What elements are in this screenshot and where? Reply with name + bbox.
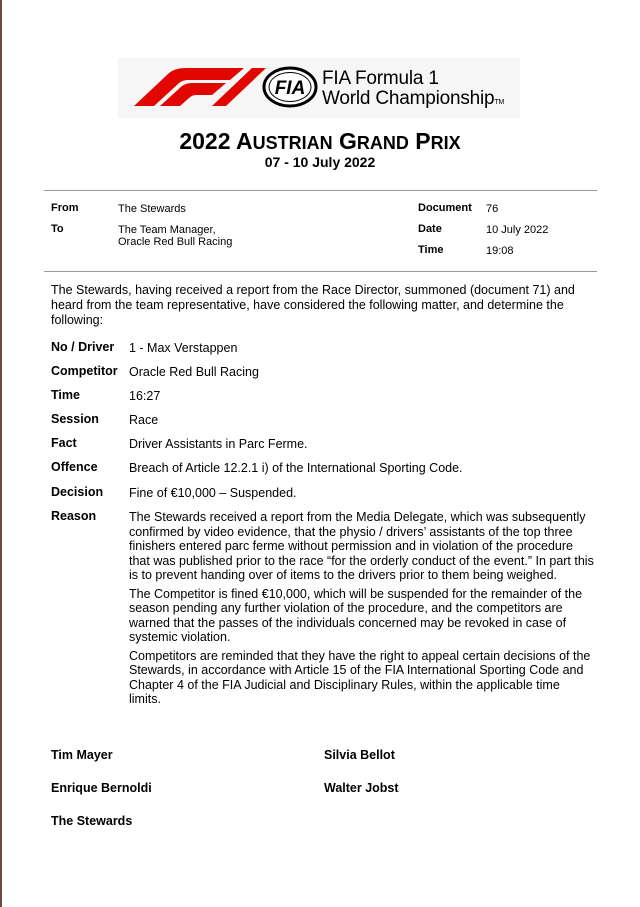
fact-value: Driver Assistants in Parc Ferme. — [129, 437, 308, 451]
incident-time-label: Time — [51, 388, 80, 402]
to-line-1: The Team Manager, — [118, 224, 216, 236]
from-value: The Stewards — [118, 203, 186, 215]
header-top-rule — [44, 190, 597, 191]
driver-value: 1 - Max Verstappen — [129, 341, 238, 355]
to-line-2: Oracle Red Bull Racing — [118, 236, 233, 248]
f1-logo-icon — [134, 64, 320, 112]
event-dates: 07 - 10 July 2022 — [264, 154, 376, 170]
to-value — [118, 224, 232, 248]
event-title: 2022 AUSTRIAN GRAND PRIX — [179, 128, 461, 154]
date-label: Date — [418, 223, 442, 235]
date-value: 10 July 2022 — [486, 224, 549, 236]
from-label: From — [51, 202, 79, 214]
steward-signature-1: Tim Mayer — [51, 748, 113, 762]
offence-label: Offence — [51, 460, 98, 474]
f1-fia-logo — [118, 58, 520, 118]
steward-signature-3: Enrique Bernoldi — [51, 781, 152, 795]
competitor-value: Oracle Red Bull Racing — [129, 365, 259, 379]
time-value: 19:08 — [486, 245, 514, 257]
decision-value: Fine of €10,000 – Suspended. — [129, 486, 297, 500]
championship-name — [322, 69, 504, 113]
logo-line-2: World Championship — [322, 88, 495, 109]
incident-time-value: 16:27 — [129, 389, 161, 403]
intro-paragraph: The Stewards, having received a report from the Race Director, summoned (document 71) and heard from the team representative, have considered the following matter, and determine the following: — [51, 283, 575, 327]
to-label: To — [51, 223, 64, 235]
steward-signature-4: Walter Jobst — [324, 781, 399, 795]
time-label: Time — [418, 244, 444, 256]
reason-text — [129, 510, 594, 711]
session-value: Race — [129, 413, 159, 427]
document-label: Document — [418, 202, 472, 214]
reason-paragraph-2: The Competitor is fined €10,000, which will be suspended for the remainder of the season pending any further violation of the procedure, and the competitors are warned that the passes of the individuals concerned may be revoked in case of systemic violation. — [129, 586, 583, 644]
stewards-closing: The Stewards — [51, 814, 133, 828]
trademark: TM — [494, 99, 505, 106]
steward-signature-2: Silvia Bellot — [324, 748, 395, 762]
reason-paragraph-3: Competitors are reminded that they have the right to appeal certain decisions of the Stewards, in accordance with Article 15 of the FIA International Sporting Code and Chapter 4 of the FIA Judicial and Disciplinary Rules, within the applicable time limits. — [129, 648, 591, 706]
decision-label: Decision — [51, 485, 104, 499]
competitor-label: Competitor — [51, 364, 118, 378]
header-bottom-rule — [44, 271, 597, 272]
logo-line-1: FIA Formula 1 — [322, 68, 439, 89]
driver-label: No / Driver — [51, 340, 115, 354]
reason-paragraph-1: The Stewards received a report from the Media Delegate, which was subsequently confirmed by video evidence, that the physio / drivers’ assistants of the top three finishers entered parc ferme without permission and in violation of the procedure that was published prior to the race “for the orderly conduct of the event.” In part this is to prevent handing over of items to the drivers prior to them being weighed. — [129, 510, 594, 582]
document-number: 76 — [486, 203, 499, 215]
fia-badge-text: FIA — [274, 78, 306, 99]
fact-label: Fact — [51, 436, 77, 450]
offence-value: Breach of Article 12.2.1 i) of the International Sporting Code. — [129, 461, 463, 475]
reason-label: Reason — [51, 509, 97, 523]
session-label: Session — [51, 412, 99, 426]
